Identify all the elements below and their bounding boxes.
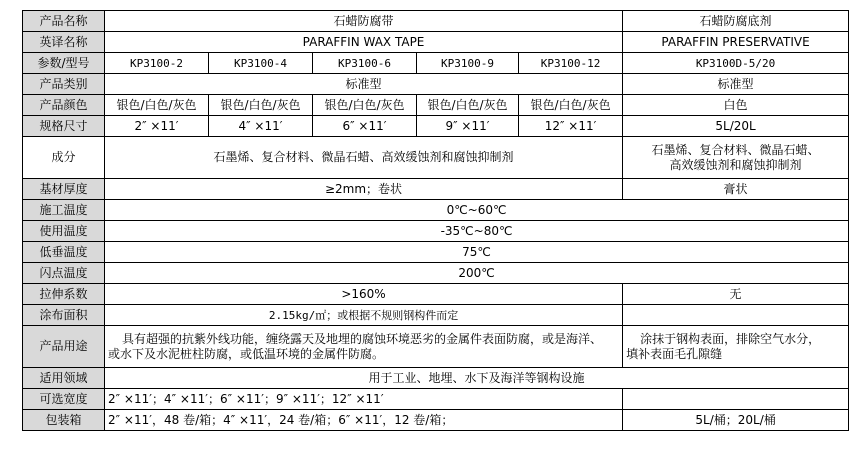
label-field: 适用领域 xyxy=(23,368,105,389)
primer-coverage xyxy=(623,305,849,326)
primer-usage-text: 涂抹于钢构表面，排除空气水分， xyxy=(640,331,821,346)
row-size xyxy=(23,116,849,137)
label-packing: 包装箱 xyxy=(23,410,105,431)
row-field xyxy=(23,368,849,389)
row-product-name xyxy=(23,11,849,32)
label-size: 规格尺寸 xyxy=(23,116,105,137)
tape-model: KP3100-2 xyxy=(105,53,209,74)
label-product-name: 产品名称 xyxy=(23,11,105,32)
row-composition xyxy=(23,137,849,179)
primer-color: 白色 xyxy=(623,95,849,116)
row-widths xyxy=(23,389,849,410)
row-color xyxy=(23,95,849,116)
primer-composition-line: 石墨烯、复合材料、微晶石蜡、 xyxy=(651,142,820,157)
label-elongation: 拉伸系数 xyxy=(23,284,105,305)
sag-temp-value: 75℃ xyxy=(105,242,849,263)
row-apply-temp xyxy=(23,200,849,221)
label-english-name: 英译名称 xyxy=(23,32,105,53)
primer-packing: 5L/桶；20L/桶 xyxy=(623,410,849,431)
tape-model: KP3100-12 xyxy=(519,53,623,74)
row-coverage xyxy=(23,305,849,326)
label-flash-point: 闪点温度 xyxy=(23,263,105,284)
tape-size: 4″ ×11′ xyxy=(209,116,313,137)
primer-english-name: PARAFFIN PRESERVATIVE xyxy=(623,32,849,53)
tape-thickness: ≥2mm；卷状 xyxy=(105,179,623,200)
tape-english-name: PARAFFIN WAX TAPE xyxy=(105,32,623,53)
use-temp-value: -35℃~80℃ xyxy=(105,221,849,242)
label-color: 产品颜色 xyxy=(23,95,105,116)
spec-table xyxy=(22,10,849,431)
primer-category: 标准型 xyxy=(623,74,849,95)
flash-point-value: 200℃ xyxy=(105,263,849,284)
primer-widths xyxy=(623,389,849,410)
tape-model: KP3100-9 xyxy=(417,53,519,74)
row-thickness xyxy=(23,179,849,200)
label-composition: 成分 xyxy=(23,137,105,179)
tape-elongation: >160% xyxy=(105,284,623,305)
tape-usage-text: 具有超强的抗紫外线功能，缠绕露天及地埋的腐蚀环境恶劣的金属件表面防腐，或是海洋、 xyxy=(122,331,603,346)
tape-usage-line xyxy=(108,332,619,347)
row-flash-point xyxy=(23,263,849,284)
row-sag-temp xyxy=(23,242,849,263)
tape-category: 标准型 xyxy=(105,74,623,95)
primer-thickness: 膏状 xyxy=(623,179,849,200)
tape-model: KP3100-4 xyxy=(209,53,313,74)
apply-temp-value: 0℃~60℃ xyxy=(105,200,849,221)
primer-usage-line xyxy=(626,332,845,347)
label-use-temp: 使用温度 xyxy=(23,221,105,242)
label-usage: 产品用途 xyxy=(23,326,105,368)
tape-usage xyxy=(105,326,623,368)
primer-composition xyxy=(623,137,849,179)
tape-size: 9″ ×11′ xyxy=(417,116,519,137)
row-model xyxy=(23,53,849,74)
label-model: 参数/型号 xyxy=(23,53,105,74)
primer-size: 5L/20L xyxy=(623,116,849,137)
tape-name: 石蜡防腐带 xyxy=(105,11,623,32)
tape-color: 银色/白色/灰色 xyxy=(313,95,417,116)
primer-elongation: 无 xyxy=(623,284,849,305)
primer-composition-line: 高效缓蚀剂和腐蚀抑制剂 xyxy=(669,157,802,172)
primer-usage-line: 填补表面毛孔隙缝 xyxy=(626,346,723,361)
tape-color: 银色/白色/灰色 xyxy=(209,95,313,116)
row-english-name xyxy=(23,32,849,53)
tape-size: 2″ ×11′ xyxy=(105,116,209,137)
tape-color: 银色/白色/灰色 xyxy=(519,95,623,116)
field-value: 用于工业、地埋、水下及海洋等钢构设施 xyxy=(105,368,849,389)
tape-model: KP3100-6 xyxy=(313,53,417,74)
primer-usage xyxy=(623,326,849,368)
tape-color: 银色/白色/灰色 xyxy=(417,95,519,116)
tape-packing: 2″ ×11′，48 卷/箱；4″ ×11′，24 卷/箱；6″ ×11′，12 卷/箱； xyxy=(105,410,623,431)
label-sag-temp: 低垂温度 xyxy=(23,242,105,263)
tape-color: 银色/白色/灰色 xyxy=(105,95,209,116)
row-packing xyxy=(23,410,849,431)
label-coverage: 涂布面积 xyxy=(23,305,105,326)
tape-composition: 石墨烯、复合材料、微晶石蜡、高效缓蚀剂和腐蚀抑制剂 xyxy=(105,137,623,179)
row-usage xyxy=(23,326,849,368)
row-category xyxy=(23,74,849,95)
tape-usage-line: 或水下及水泥桩柱防腐，或低温环境的金属件防腐。 xyxy=(108,346,385,361)
tape-coverage: 2.15kg/㎡；或根据不规则钢构件而定 xyxy=(105,305,623,326)
label-apply-temp: 施工温度 xyxy=(23,200,105,221)
primer-model: KP3100D-5/20 xyxy=(623,53,849,74)
tape-widths: 2″ ×11′；4″ ×11′；6″ ×11′；9″ ×11′；12″ ×11′ xyxy=(105,389,623,410)
row-use-temp xyxy=(23,221,849,242)
tape-size: 6″ ×11′ xyxy=(313,116,417,137)
row-elongation xyxy=(23,284,849,305)
label-category: 产品类别 xyxy=(23,74,105,95)
tape-size: 12″ ×11′ xyxy=(519,116,623,137)
label-thickness: 基材厚度 xyxy=(23,179,105,200)
label-widths: 可选宽度 xyxy=(23,389,105,410)
primer-name: 石蜡防腐底剂 xyxy=(623,11,849,32)
